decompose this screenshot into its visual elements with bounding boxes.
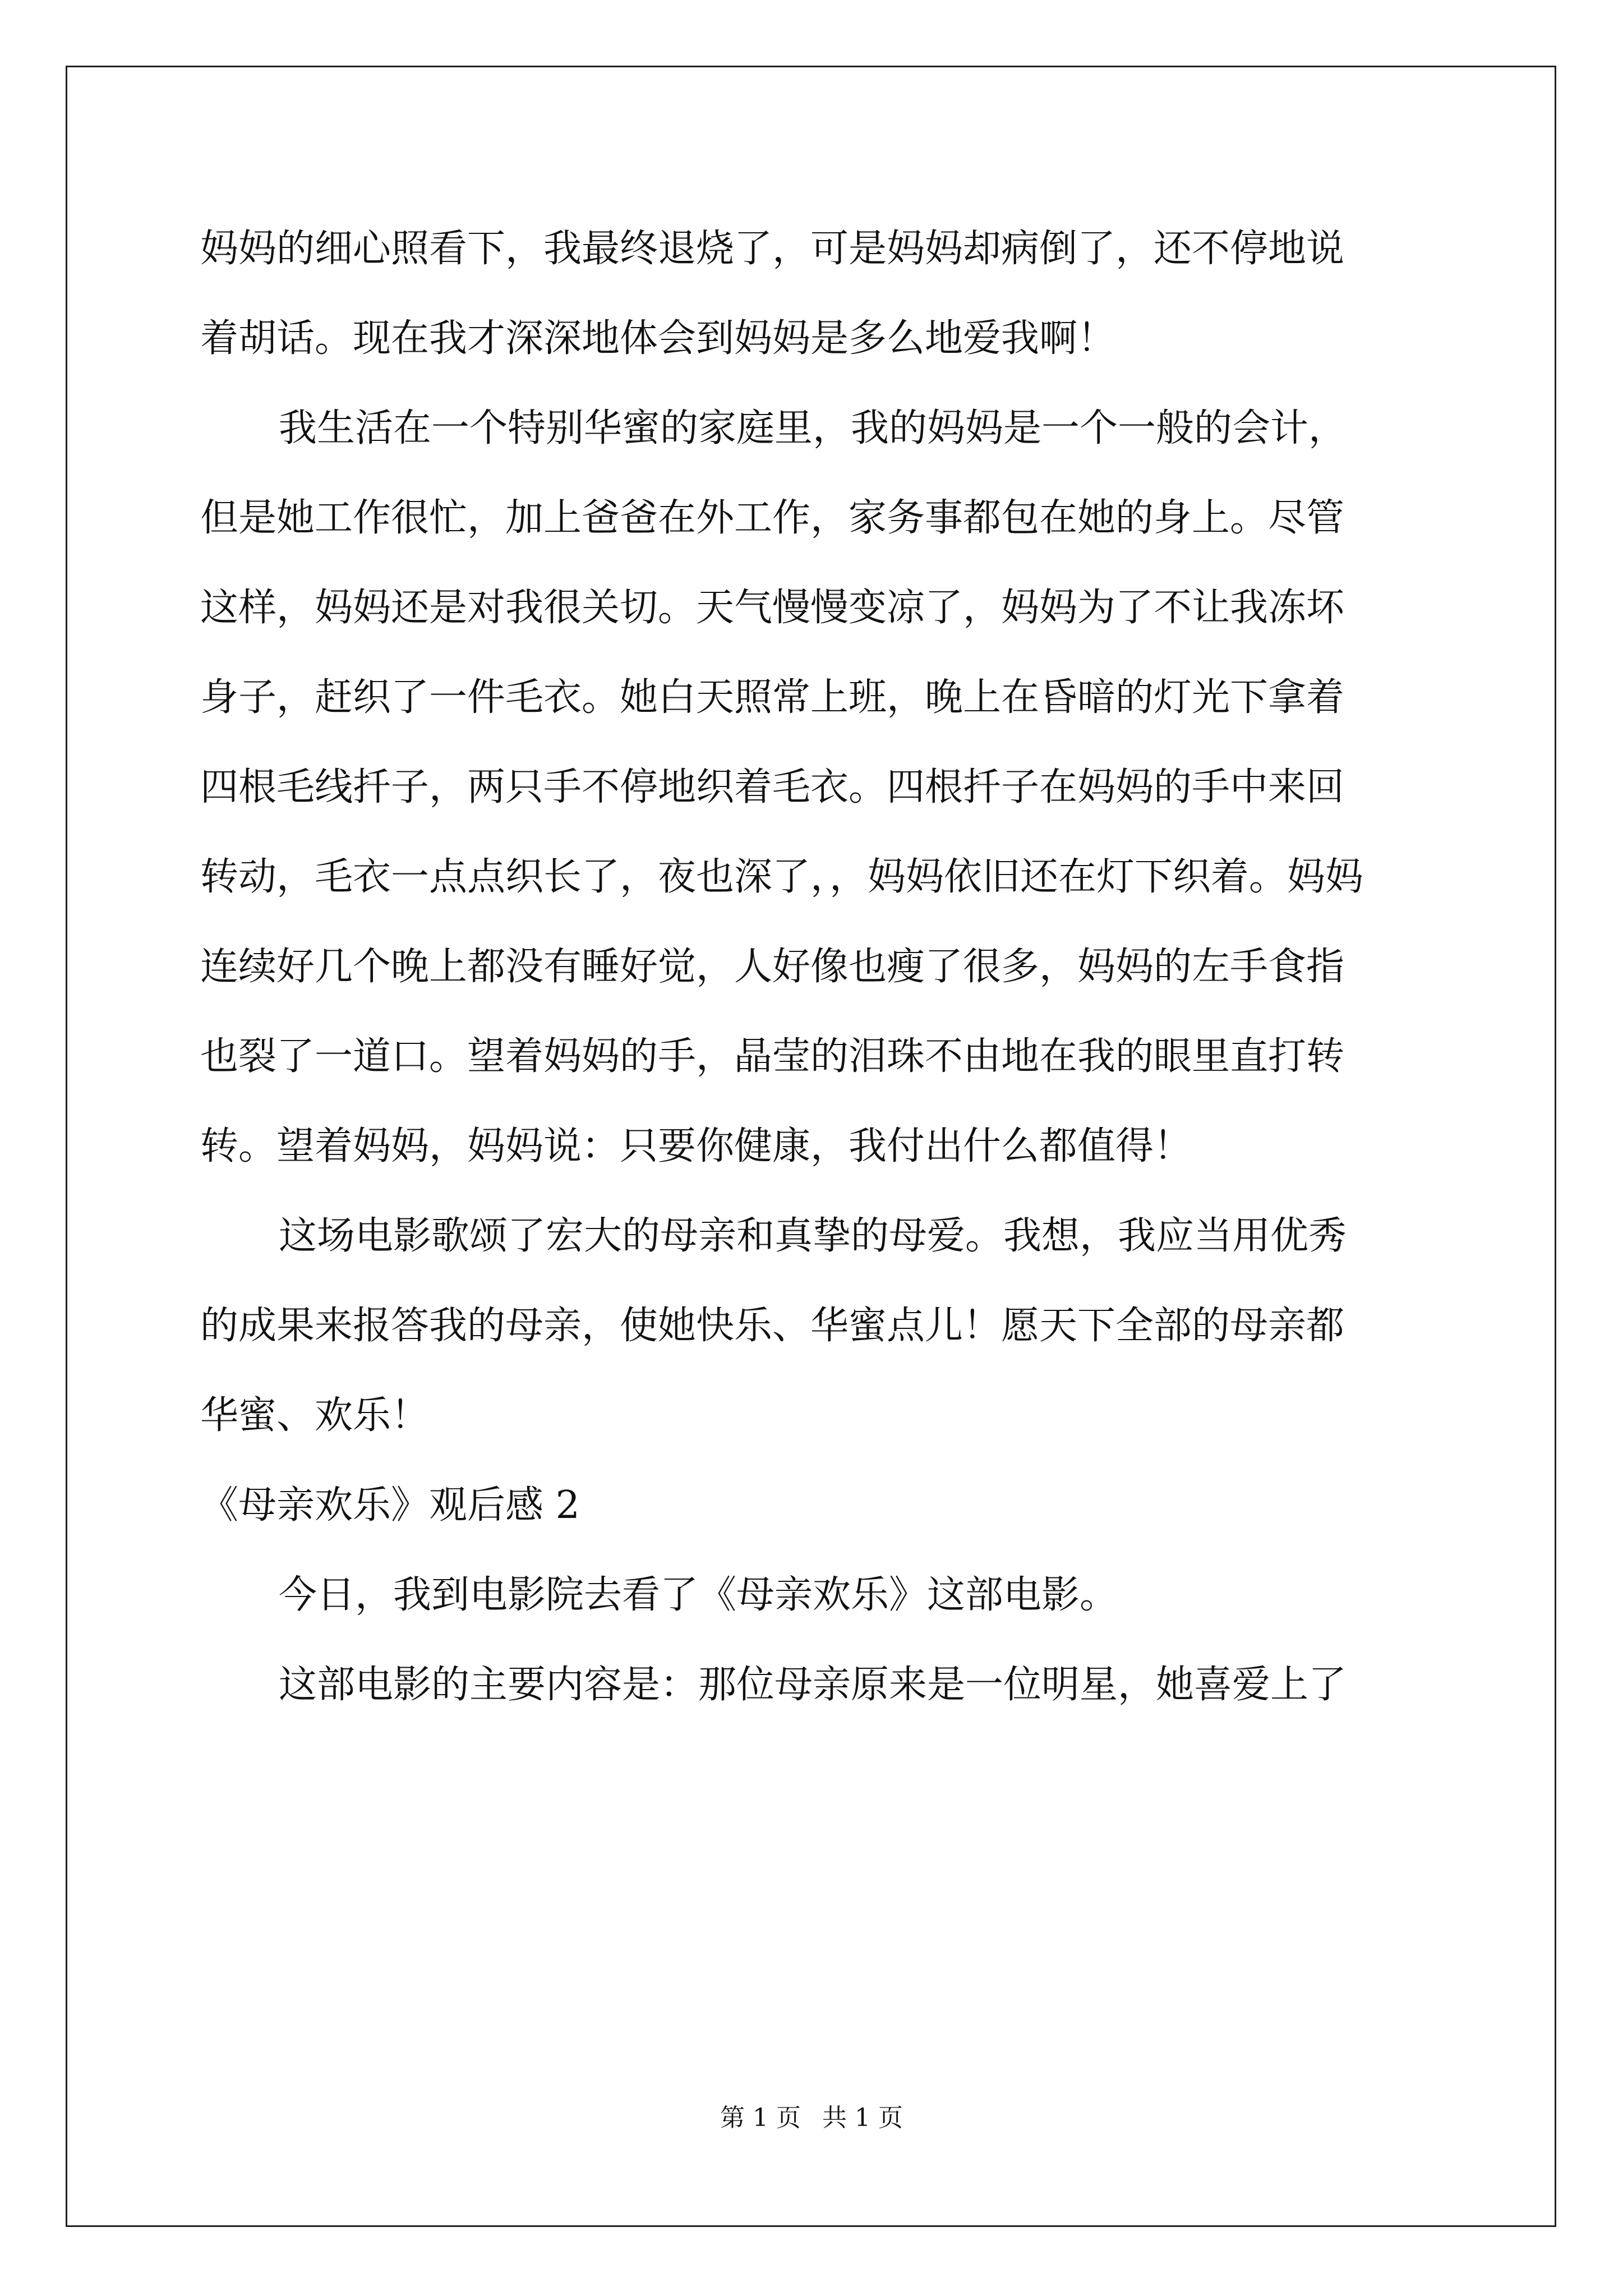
page-footer <box>0 2101 1623 2135</box>
body-line-8: 转动，毛衣一点点织长了，夜也深了，，妈妈依旧还在灯下织着。妈妈 <box>200 855 1364 899</box>
body-line-7: 四根毛线扦子，两只手不停地织着毛衣。四根扦子在妈妈的手中来回 <box>200 765 1345 809</box>
section-heading: 《母亲欢乐》观后感 2 <box>200 1483 580 1527</box>
body-line-6: 身子，赶织了一件毛衣。她白天照常上班，晚上在昏暗的灯光下拿着 <box>200 675 1345 720</box>
body-line-9: 连续好几个晚上都没有睡好觉，人好像也瘦了很多，妈妈的左手食指 <box>200 945 1345 989</box>
body-line-16: 今日，我到电影院去看了《母亲欢乐》这部电影。 <box>279 1573 1118 1617</box>
body-line-12: 这场电影歌颂了宏大的母亲和真挚的母爱。我想，我应当用优秀 <box>279 1214 1347 1258</box>
page-number: 第 1 页 <box>720 2104 801 2132</box>
document-body <box>200 204 1425 1730</box>
body-line-5: 这样，妈妈还是对我很关切。天气慢慢变凉了，妈妈为了不让我冻坏 <box>200 586 1345 630</box>
body-line-14: 华蜜、欢乐！ <box>200 1393 430 1438</box>
body-line-1: 妈妈的细心照看下，我最终退烧了，可是妈妈却病倒了，还不停地说 <box>200 227 1345 271</box>
body-line-3: 我生活在一个特别华蜜的家庭里，我的妈妈是一个一般的会计， <box>279 406 1347 450</box>
body-line-13: 的成果来报答我的母亲，使她快乐、华蜜点儿！愿天下全部的母亲都 <box>200 1304 1345 1348</box>
body-line-17: 这部电影的主要内容是：那位母亲原来是一位明星，她喜爱上了 <box>279 1663 1347 1707</box>
page-total: 共 1 页 <box>822 2104 903 2132</box>
body-line-4: 但是她工作很忙，加上爸爸在外工作，家务事都包在她的身上。尽管 <box>200 496 1345 540</box>
body-line-2: 着胡话。现在我才深深地体会到妈妈是多么地爱我啊！ <box>200 316 1116 361</box>
body-line-11: 转。望着妈妈，妈妈说：只要你健康，我付出什么都值得！ <box>200 1124 1192 1168</box>
body-line-10: 也裂了一道口。望着妈妈的手，晶莹的泪珠不由地在我的眼里直打转 <box>200 1034 1345 1079</box>
